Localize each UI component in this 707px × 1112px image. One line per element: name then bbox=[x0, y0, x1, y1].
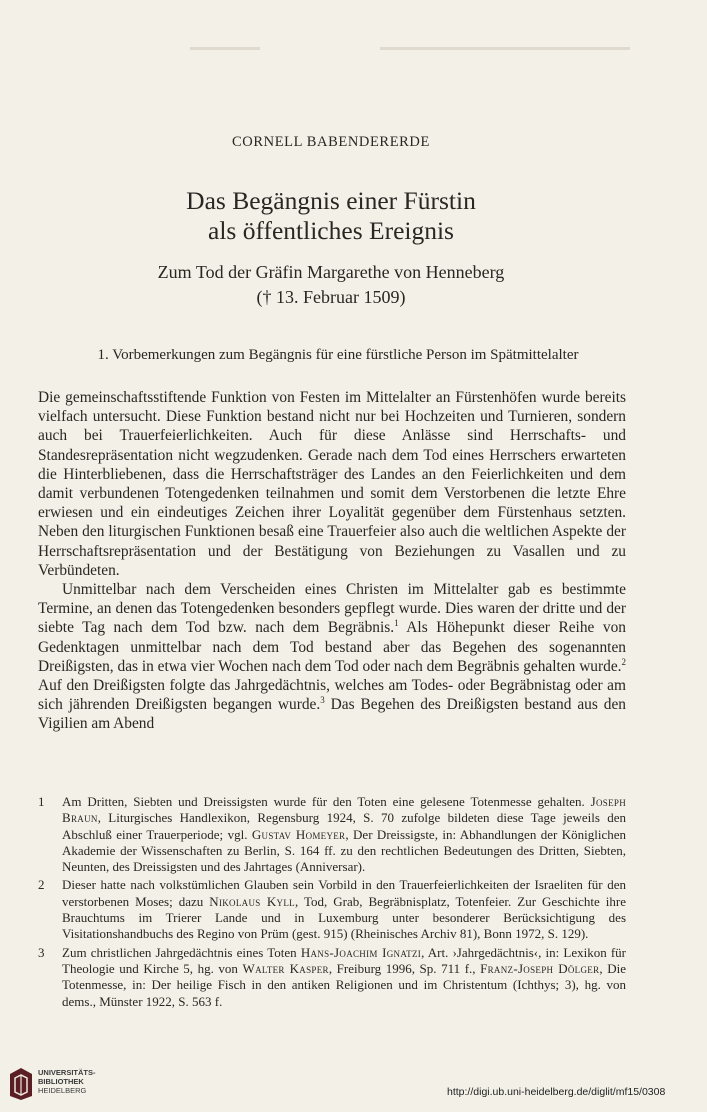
footnote-segment: , Der Dreissigste, in: Abhandlungen der Königlichen Akademie der Wissenschaften zu Berlin, S. 164 ff. zu den rechtlichen Bedeutungen des Dritten, Siebten, Neunten, des Dreissigsten und des Jahrtages (Anniversar). bbox=[62, 826, 626, 875]
bleed-through-header bbox=[190, 44, 630, 57]
section-heading: 1. Vorbemerkungen zum Begängnis für eine fürstliche Person im Spätmittelalter bbox=[97, 347, 579, 363]
bleed-through-lines bbox=[190, 44, 630, 54]
footnote-segment: Zum christlichen Jahrgedächtnis eines Toten bbox=[62, 944, 301, 960]
paragraph-text: Das Begehen des Dreißigsten bestand aus den Vigilien am Abend bbox=[38, 696, 626, 733]
footnote-reference[interactable]: 3 bbox=[320, 695, 325, 706]
library-name-line: UNIVERSITÄTS- bbox=[38, 1068, 96, 1077]
cited-author: Nikolaus Kyll bbox=[209, 893, 295, 909]
library-name-line: BIBLIOTHEK bbox=[38, 1077, 84, 1086]
article-title bbox=[0, 186, 662, 246]
footnote-segment: , Tod, Grab, Begräbnisplatz, Totenfeier. Zur Geschichte ihre Brauchtums im Trierer Lande und in Luxemburg unter besonderer Berücksichtigung des Visitationshandbuchs des Regino von Prüm (gest. 915) (Rheinisches Archiv 81), Bonn 1972, S. 129). bbox=[62, 893, 627, 942]
footnote-segment: Dieser hatte nach volkstümlichen Glauben sein Vorbild in den Trauerfeierlichkeiten der Israeliten für den verstorbenen Moses; dazu bbox=[62, 877, 626, 909]
footnote-number: 1 bbox=[38, 794, 45, 809]
library-name[interactable] bbox=[38, 1068, 96, 1095]
title-line-2: als öffentliches Ereignis bbox=[208, 216, 454, 245]
paragraph: Die gemeinschaftsstiftende Funktion von Festen im Mittelalter an Fürstenhöfen wurde bereits vielfach untersucht. Diese Funktion bestand nicht nur bei Hochzeiten und Turnieren, sondern auch bei Trauerfeierlichkeiten. Auch für diese Anlässe sind Herrschafts- und Standesrepräsentation nicht wegzudenken. Gerade nach dem Tod eines Herrschers erwarteten die Hinterbliebenen, dass die Herrschaftsträger des Landes an den Feierlichkeiten und dem damit verbundenen Totengedenken teilnahmen und somit dem Verstorbenen die letzte Ehre erwiesen und ein eindeutiges Zeichen ihrer Loyalität gegenüber dem Fürstenhaus setzten. Neben den liturgischen Funktionen besaß eine Trauerfeier also auch die weltlichen Aspekte der Herrschaftsrepräsentation und der Bestätigung von Beziehungen zu Vasallen und zu Verbündeten. bbox=[38, 389, 626, 579]
footnote-segment: Am Dritten, Siebten und Dreissigsten wurde für den Toten eine gelesene Totenmesse gehalten. bbox=[62, 794, 591, 809]
library-name-line: HEIDELBERG bbox=[38, 1086, 87, 1095]
subtitle-line-2: († 13. Februar 1509) bbox=[256, 287, 406, 307]
footnotes bbox=[38, 794, 626, 1012]
paragraph bbox=[38, 580, 626, 734]
footnote-text bbox=[62, 877, 626, 942]
footnote bbox=[38, 945, 626, 1010]
cited-author: Hans-Joachim Ignatzi bbox=[300, 944, 422, 960]
cited-author: Joseph Braun bbox=[62, 794, 626, 826]
cited-author: Walter Kasper bbox=[242, 960, 329, 976]
footnote-text bbox=[62, 945, 626, 1010]
library-logo-icon bbox=[8, 1066, 34, 1102]
body-text bbox=[38, 388, 626, 734]
title-line-1: Das Begängnis einer Fürstin bbox=[186, 186, 476, 215]
paragraph-text: Auf den Dreißigsten folgte das Jahrgedächtnis, welches am Todes- oder Begräbnistag oder am sich jährenden Dreißigsten begangen wurde. bbox=[38, 677, 626, 714]
footnote bbox=[38, 877, 626, 942]
footnote-segment: , Freiburg 1996, Sp. 711 f., bbox=[328, 960, 481, 976]
footnote-reference[interactable]: 1 bbox=[394, 618, 399, 629]
footnote-segment: , Liturgisches Handlexikon, Regensburg 1924, S. 70 zufolge bildeten diese Tage jeweils den Abschluß einer Trauerperiode; vgl. bbox=[62, 810, 626, 842]
article-subtitle bbox=[0, 260, 662, 310]
footnote-reference[interactable]: 2 bbox=[621, 656, 626, 667]
paragraph-text: Als Höhepunkt dieser Reihe von Gedenktagen unmittelbar nach dem Tod bestand aber das Begehen des sogenannten Dreißigsten, das in etwa vier Wochen nach dem Tod oder nach dem Begräbnis gehalten wurde. bbox=[38, 619, 626, 675]
cited-author: Franz-Joseph Dölger bbox=[480, 960, 600, 976]
footnote bbox=[38, 794, 626, 875]
subtitle-line-1: Zum Tod der Gräfin Margarethe von Henneberg bbox=[157, 262, 505, 282]
author-name: CORNELL BABENDERERDE bbox=[232, 134, 430, 150]
footnote-number: 3 bbox=[38, 944, 45, 960]
footnote-number: 2 bbox=[38, 877, 45, 893]
footnote-text bbox=[62, 794, 626, 875]
paragraph-text: Unmittelbar nach dem Verscheiden eines Christen im Mittelalter gab es bestimmte Termine, an denen das Totengedenken besonders gepflegt wurde. Dies waren der dritte und der siebte Tag nach dem Tod bzw. nach dem Begräbnis. bbox=[38, 581, 626, 637]
source-url[interactable]: http://digi.ub.uni-heidelberg.de/diglit/mf15/0308 bbox=[447, 1086, 666, 1098]
cited-author: Gustav Homeyer bbox=[251, 826, 346, 842]
footnote-segment: , Art. ›Jahrgedächtnis‹, in: Lexikon für Theologie und Kirche 5, hg. von bbox=[62, 944, 626, 976]
footnote-segment: , Die Totenmesse, in: Der heilige Fisch in den antiken Religionen und im Christentum (Ichthys; 3), hg. von dems., Münster 1922, S. 563 f. bbox=[62, 960, 626, 1009]
